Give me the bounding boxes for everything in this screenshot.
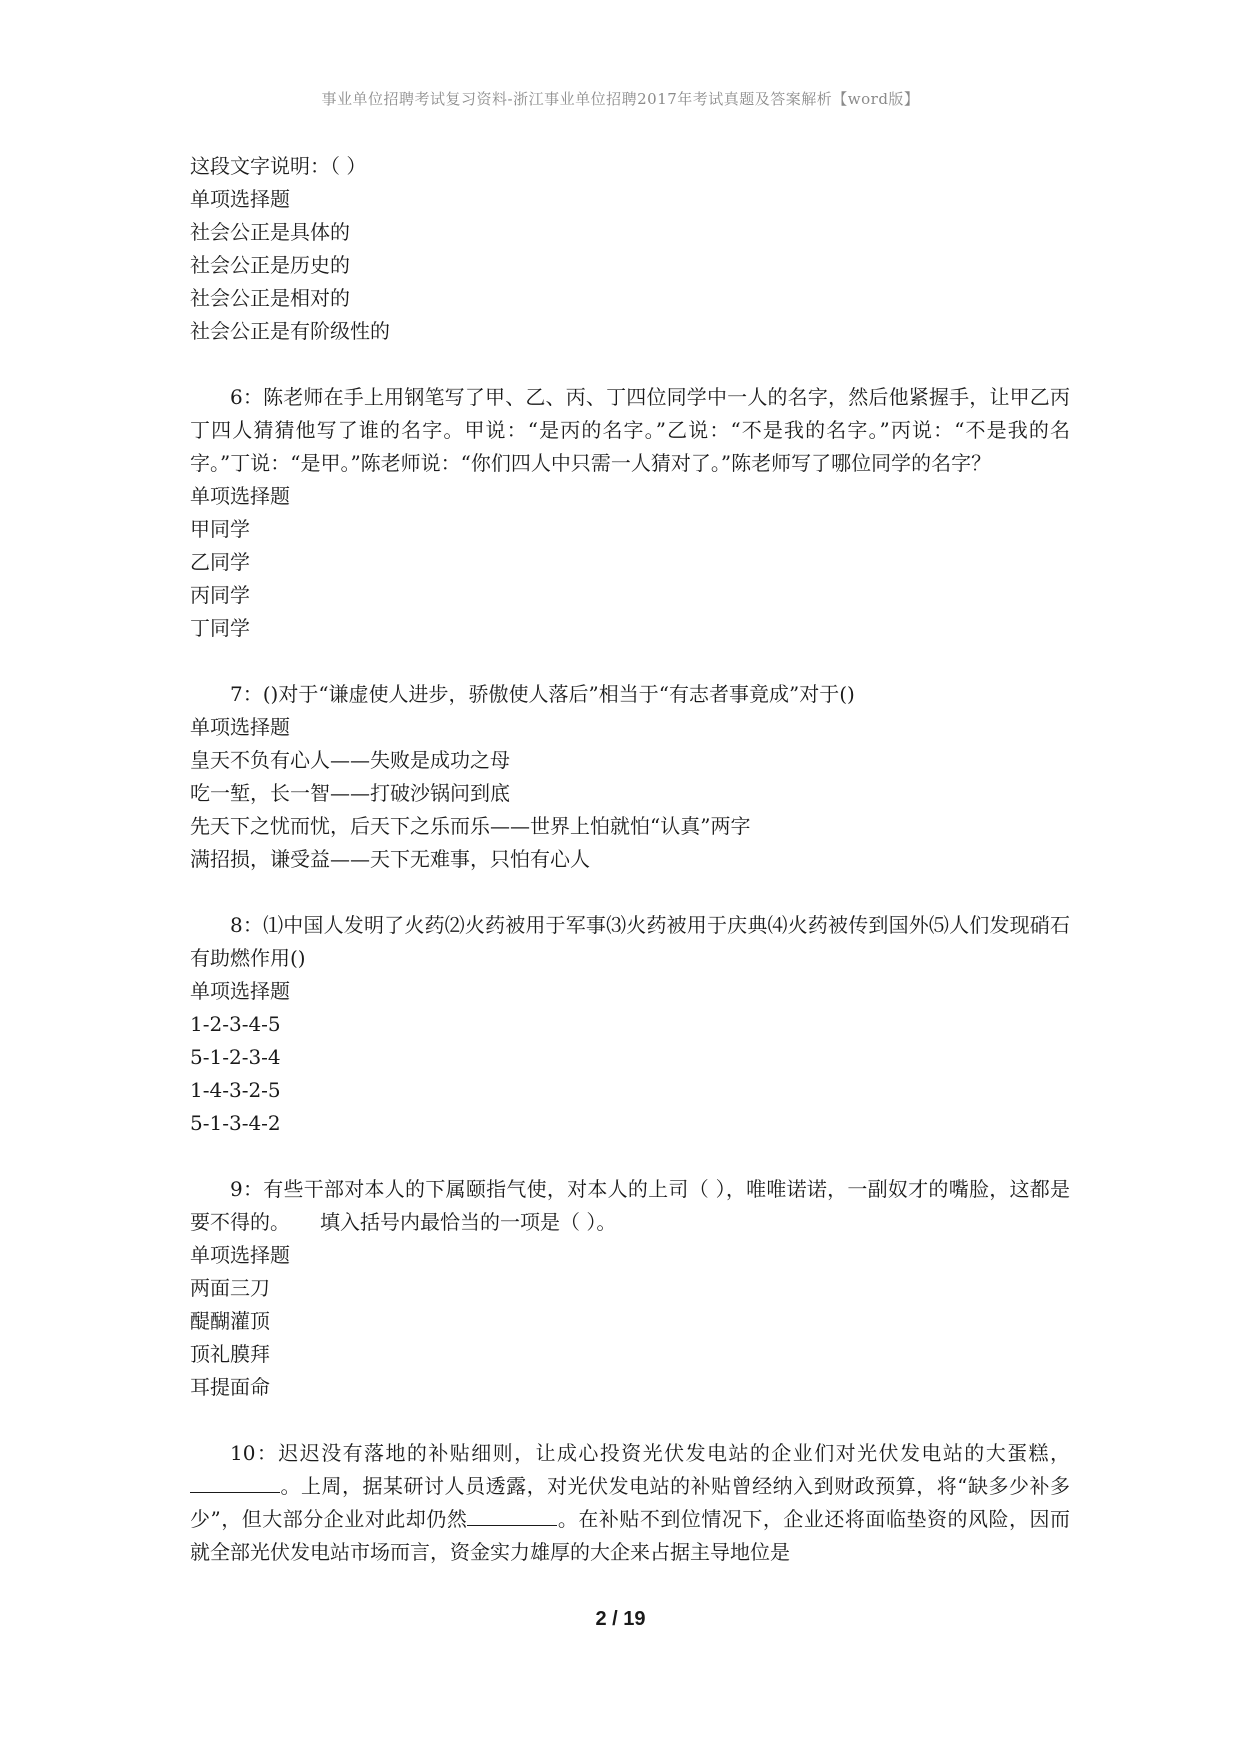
option: 耳提面命: [190, 1375, 270, 1399]
option: 先天下之忧而忧，后天下之乐而乐——世界上怕就怕“认真”两字: [190, 814, 751, 838]
question-7: [190, 678, 1070, 876]
option: 两面三刀: [190, 1276, 270, 1300]
question-stem: 6：陈老师在手上用钢笔写了甲、乙、丙、丁四位同学中一人的名字，然后他紧握手，让甲乙丙丁四人猜猜他写了谁的名字。甲说：“是丙的名字。”乙说：“不是我的名字。”丙说：“不是我的名字。”丁说：“是甲。”陈老师说：“你们四人中只需一人猜对了。”陈老师写了哪位同学的名字？: [190, 385, 1070, 475]
option: 乙同学: [190, 550, 250, 574]
question-stem: 9：有些干部对本人的下属颐指气使，对本人的上司（ ），唯唯诺诺，一副奴才的嘴脸，这都是要不得的。 填入括号内最恰当的一项是（ ）。: [190, 1177, 1070, 1234]
question-10: [190, 1437, 1070, 1569]
question-type: 单项选择题: [190, 715, 290, 739]
option: 丙同学: [190, 583, 250, 607]
stem-part-2: 。上周，据某研讨人员透露，对光伏发电站的补贴曾经纳入到财政预算，将“缺多少补多少”，但大部分企业对此却仍然: [190, 1474, 1070, 1531]
option: 社会公正是历史的: [190, 253, 350, 277]
option: 1-4-3-2-5: [190, 1078, 281, 1102]
page-header: 事业单位招聘考试复习资料-浙江事业单位招聘2017年考试真题及答案解析【word版】: [321, 90, 920, 108]
option: 醍醐灌顶: [190, 1309, 270, 1333]
option: 丁同学: [190, 616, 250, 640]
option: 社会公正是有阶级性的: [190, 319, 390, 343]
question-type: 单项选择题: [190, 1243, 290, 1267]
option: 社会公正是具体的: [190, 220, 350, 244]
question-stem: [190, 1437, 1070, 1569]
option: 满招损，谦受益——天下无难事，只怕有心人: [190, 847, 590, 871]
question-9: [190, 1173, 1070, 1404]
document-body: [190, 150, 1070, 1569]
fill-blank-2: [467, 1505, 557, 1526]
stem-part-3: 。在补贴不到位情况下，企业还将面临垫资的风险，因而就全部光伏发电站市场而言，资金实力雄厚的大企来占据主导地位是: [190, 1507, 1070, 1564]
question-5-tail: [190, 150, 1070, 348]
option: 顶礼膜拜: [190, 1342, 270, 1366]
question-stem: 7：()对于“谦虚使人进步，骄傲使人落后”相当于“有志者事竟成”对于(): [230, 682, 855, 706]
fill-blank-1: [190, 1472, 280, 1493]
option: 5-1-2-3-4: [190, 1045, 281, 1069]
option: 5-1-3-4-2: [190, 1111, 281, 1135]
question-stem: 这段文字说明：（ ）: [190, 154, 367, 178]
question-stem: 8：⑴中国人发明了火药⑵火药被用于军事⑶火药被用于庆典⑷火药被传到国外⑸人们发现硝石有助燃作用(): [190, 913, 1070, 970]
question-type: 单项选择题: [190, 979, 290, 1003]
page-number: 2 / 19: [595, 1608, 646, 1630]
option: 社会公正是相对的: [190, 286, 350, 310]
question-type: 单项选择题: [190, 187, 290, 211]
option: 甲同学: [190, 517, 250, 541]
option: 吃一堑，长一智——打破沙锅问到底: [190, 781, 510, 805]
option: 1-2-3-4-5: [190, 1012, 281, 1036]
stem-part-1: 10：迟迟没有落地的补贴细则，让成心投资光伏发电站的企业们对光伏发电站的大蛋糕，: [230, 1441, 1070, 1465]
question-6: [190, 381, 1070, 645]
question-type: 单项选择题: [190, 484, 290, 508]
option: 皇天不负有心人——失败是成功之母: [190, 748, 510, 772]
question-8: [190, 909, 1070, 1140]
